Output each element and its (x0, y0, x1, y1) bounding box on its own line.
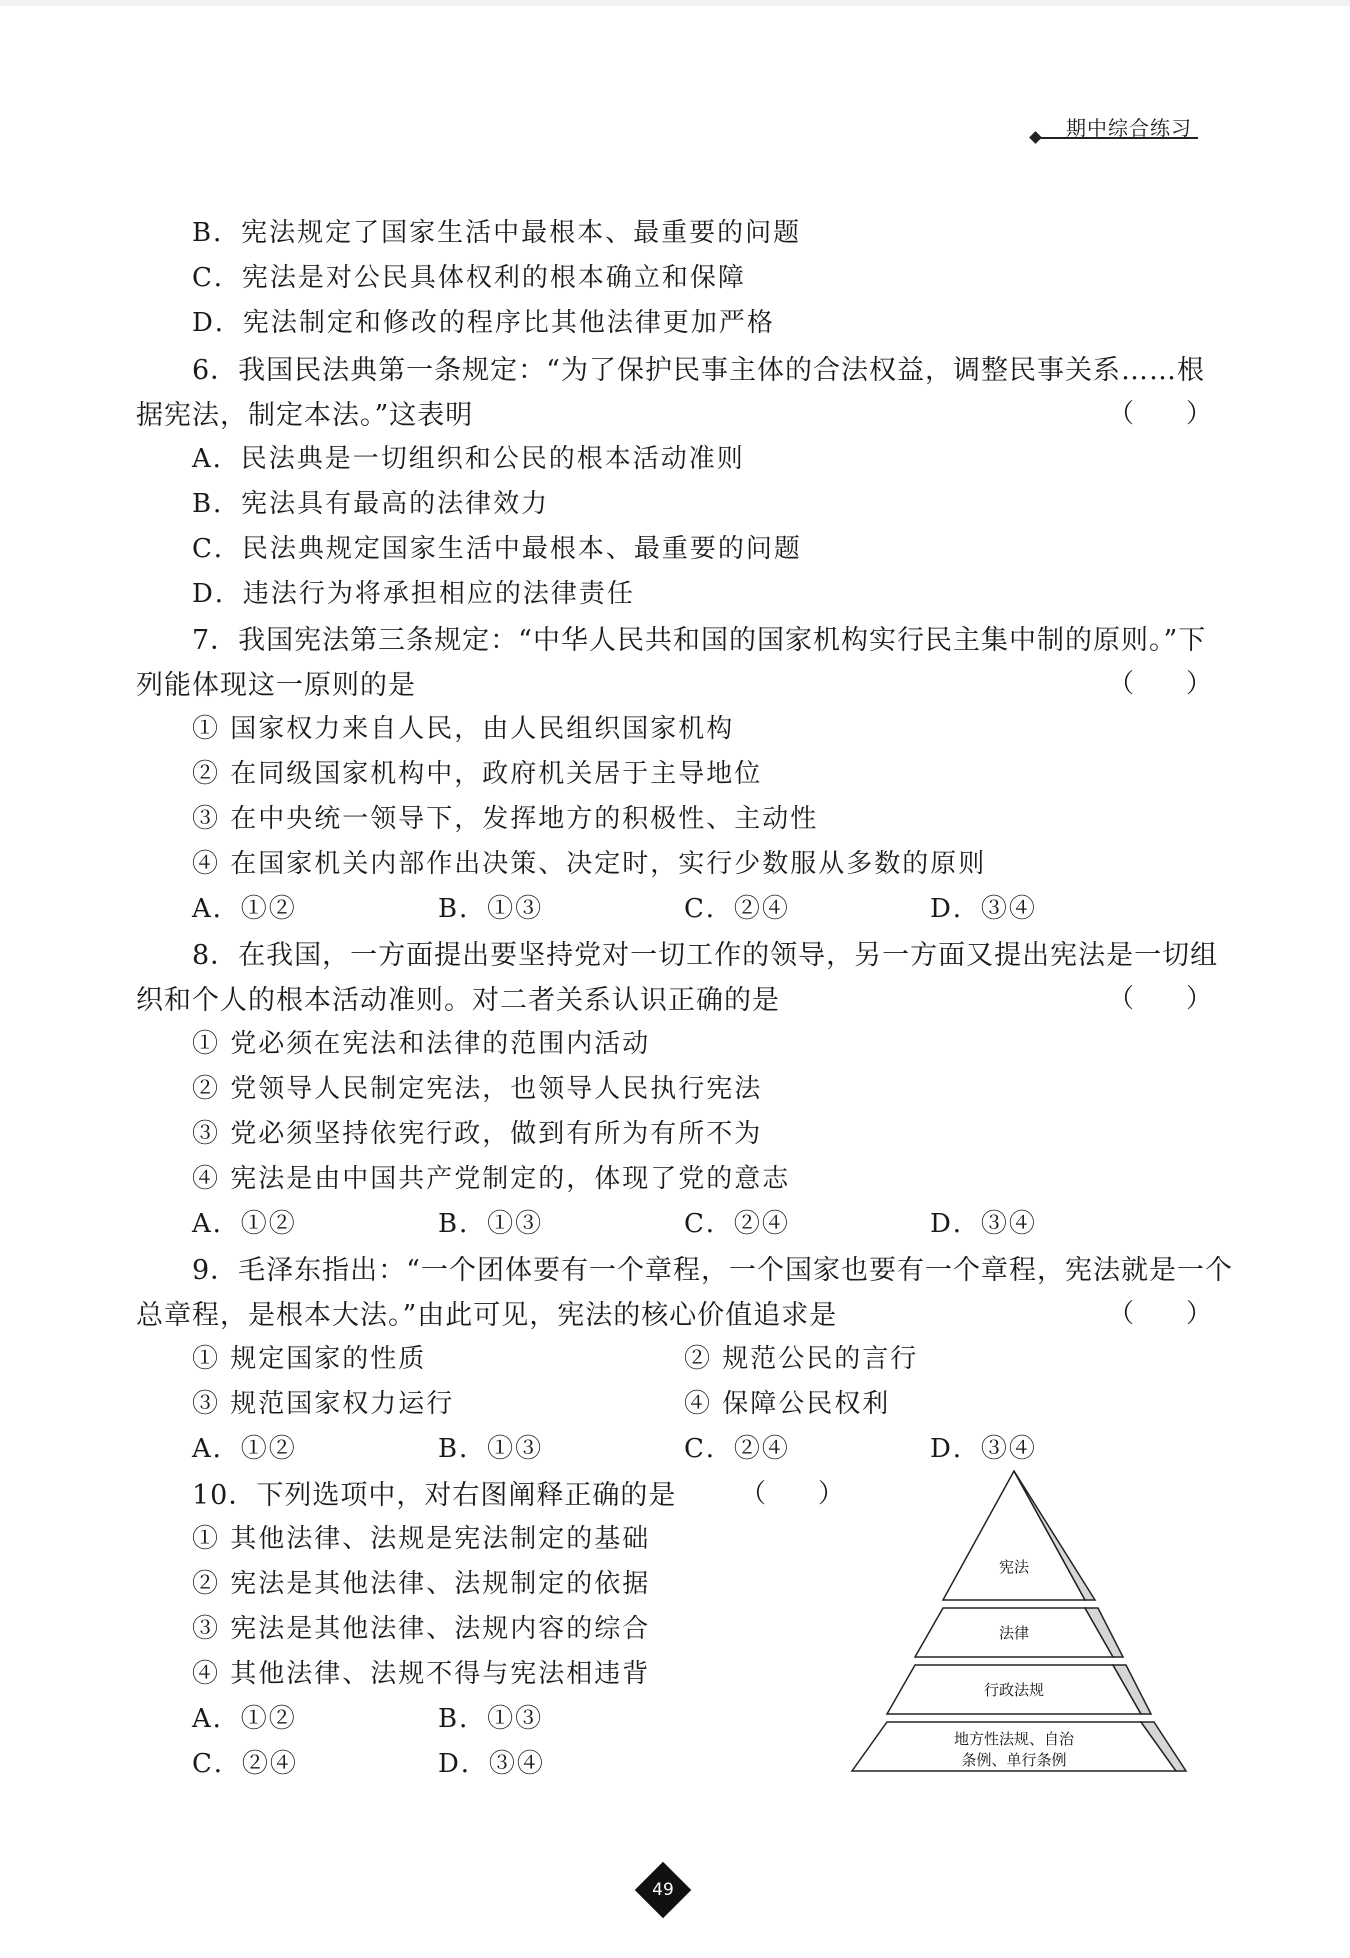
pyramid-label-constitution: 宪法 (998, 1558, 1030, 1576)
scan-edge (0, 0, 1350, 6)
q9-choice-b: B．①③ (438, 1434, 544, 1464)
q7-choice-d: D．③④ (930, 894, 1037, 924)
q9-choice-c: C．②④ (684, 1434, 790, 1464)
pyramid-label-laws: 法律 (998, 1624, 1030, 1642)
q10-choice-c: C．②④ (192, 1749, 298, 1779)
q8-statement-3: ③ 党必须坚持依宪行政，做到有所为有所不为 (192, 1119, 763, 1149)
q6-option-d: D．违法行为将承担相应的法律责任 (192, 579, 635, 609)
q5-option-d: D．宪法制定和修改的程序比其他法律更加严格 (192, 308, 775, 338)
q9-choice-d: D．③④ (930, 1434, 1037, 1464)
q5-option-c: C．宪法是对公民具体权利的根本确立和保障 (192, 263, 746, 293)
q7-statement-1: ① 国家权力来自人民，由人民组织国家机构 (192, 714, 735, 744)
q6-answer-blank: （ ） (1108, 399, 1213, 429)
q7-statement-4: ④ 在国家机关内部作出决策、决定时，实行少数服从多数的原则 (192, 849, 987, 879)
q10-statement-1: ① 其他法律、法规是宪法制定的基础 (192, 1524, 651, 1554)
q8-choice-c: C．②④ (684, 1209, 790, 1239)
page-number: 49 (652, 1880, 674, 1900)
q9-stem-line1: 9．毛泽东指出：“一个团体要有一个章程，一个国家也要有一个章程，宪法就是一个 (192, 1255, 1233, 1286)
q8-choice-b: B．①③ (438, 1209, 544, 1239)
law-hierarchy-pyramid (840, 1465, 1190, 1785)
q9-statement-3: ③ 规范国家权力运行 (192, 1389, 455, 1419)
pyramid-label-admin-regulations: 行政法规 (983, 1681, 1045, 1699)
q7-choice-c: C．②④ (684, 894, 790, 924)
q9-statement-2: ② 规范公民的言行 (684, 1344, 919, 1374)
q10-choice-a: A．①② (192, 1704, 297, 1734)
q10-choice-b: B．①③ (438, 1704, 544, 1734)
q8-statement-2: ② 党领导人民制定宪法，也领导人民执行宪法 (192, 1074, 763, 1104)
pyramid-label-local-regulations-line1: 地方性法规、自治 (953, 1730, 1075, 1748)
header-title: 期中综合练习 (1066, 116, 1192, 140)
q5-option-b: B．宪法规定了国家生活中最根本、最重要的问题 (192, 218, 802, 248)
q8-stem-line1: 8．在我国，一方面提出要坚持党对一切工作的领导，另一方面又提出宪法是一切组 (192, 940, 1219, 971)
q8-statement-1: ① 党必须在宪法和法律的范围内活动 (192, 1029, 651, 1059)
q6-option-b: B．宪法具有最高的法律效力 (192, 489, 550, 519)
q10-statement-3: ③ 宪法是其他法律、法规内容的综合 (192, 1614, 651, 1644)
q10-stem-line1: 10．下列选项中，对右图阐释正确的是 (192, 1480, 677, 1511)
q7-statement-2: ② 在同级国家机构中，政府机关居于主导地位 (192, 759, 763, 789)
q8-choice-a: A．①② (192, 1209, 297, 1239)
pyramid-label-local-regulations-line2: 条例、单行条例 (961, 1751, 1067, 1769)
q7-answer-blank: （ ） (1108, 669, 1213, 699)
q9-answer-blank: （ ） (1108, 1299, 1213, 1329)
q6-stem-line1: 6．我国民法典第一条规定：“为了保护民事主体的合法权益，调整民事关系……根 (192, 355, 1205, 386)
q10-statement-4: ④ 其他法律、法规不得与宪法相违背 (192, 1659, 651, 1689)
q6-option-a: A．民法典是一切组织和公民的根本活动准则 (192, 444, 745, 474)
q7-stem-line2: 列能体现这一原则的是 (136, 670, 416, 701)
q8-stem-line2: 织和个人的根本活动准则。对二者关系认识正确的是 (136, 985, 780, 1016)
q6-stem-line2: 据宪法，制定本法。”这表明 (136, 400, 474, 431)
q8-statement-4: ④ 宪法是由中国共产党制定的，体现了党的意志 (192, 1164, 791, 1194)
q9-statement-4: ④ 保障公民权利 (684, 1389, 891, 1419)
q6-option-c: C．民法典规定国家生活中最根本、最重要的问题 (192, 534, 802, 564)
q9-statement-1: ① 规定国家的性质 (192, 1344, 427, 1374)
q8-choice-d: D．③④ (930, 1209, 1037, 1239)
q7-statement-3: ③ 在中央统一领导下，发挥地方的积极性、主动性 (192, 804, 819, 834)
q10-answer-blank: （ ） (740, 1479, 845, 1509)
pyramid-level-1 (943, 1471, 1085, 1600)
q9-choice-a: A．①② (192, 1434, 297, 1464)
q7-choice-b: B．①③ (438, 894, 544, 924)
q7-stem-line1: 7．我国宪法第三条规定：“中华人民共和国的国家机构实行民主集中制的原则。”下 (192, 625, 1207, 656)
q9-stem-line2: 总章程，是根本大法。”由此可见，宪法的核心价值追求是 (136, 1300, 838, 1331)
q8-answer-blank: （ ） (1108, 984, 1213, 1014)
q10-statement-2: ② 宪法是其他法律、法规制定的依据 (192, 1569, 651, 1599)
q7-choice-a: A．①② (192, 894, 297, 924)
q10-choice-d: D．③④ (438, 1749, 545, 1779)
